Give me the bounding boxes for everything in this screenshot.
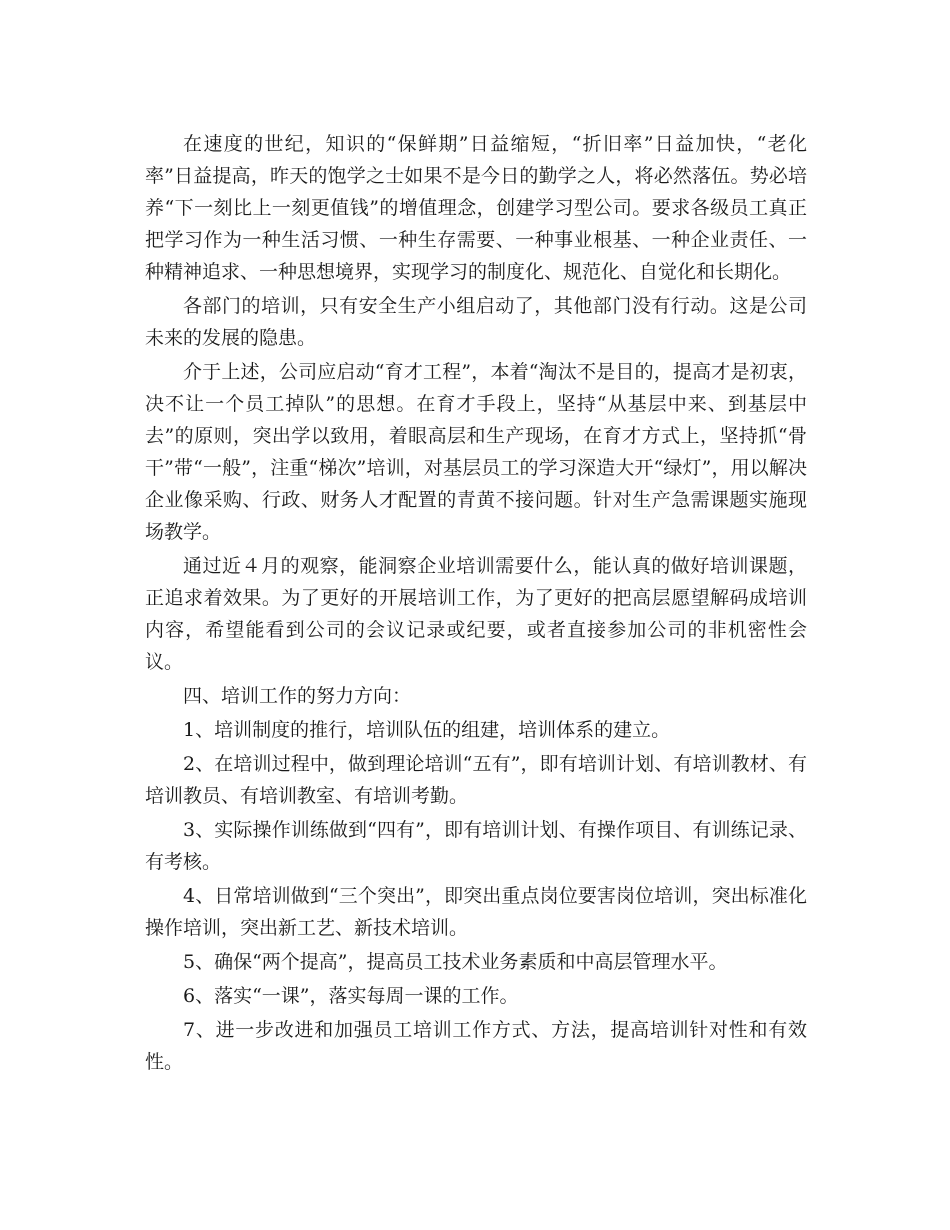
paragraph-talent-project: 介于上述，公司应启动“育才工程”，本着“淘汰不是目的，提高才是初衷，决不让一个员工掉队”的思想。在育才手段上，坚持“从基层中来、到基层中去”的原则，突出学以致用，着眼高层和生产现场，在育才方式上，坚持抓“骨干”带“一般”，注重“梯次”培训，对基层员工的学习深造大开“绿灯”，用以解决企业像采购、行政、财务人才配置的青黄不接问题。针对生产急需课题实施现场教学。: [145, 361, 807, 543]
section-heading-direction: 四、培训工作的努力方向：: [183, 685, 412, 707]
list-item-6: 6、落实“一课”，落实每周一课的工作。: [183, 985, 519, 1007]
document-body: [145, 128, 807, 1078]
paragraph-learning-concept: 在速度的世纪，知识的“保鲜期”日益缩短，“折旧率”日益加快，“老化率”日益提高，昨天的饱学之士如果不是今日的勤学之人，将必然落伍。势必培养“下一刻比上一刻更值钱”的增值理念，创建学习型公司。要求各级员工真正把学习作为一种生活习惯、一种生存需要、一种事业根基、一种企业责任、一种精神追求、一种思想境界，实现学习的制度化、规范化、自觉化和长期化。: [145, 133, 807, 283]
list-item-2: 2、在培训过程中，做到理论培训“五有”，即有培训计划、有培训教材、有培训教员、有培训教室、有培训考勤。: [145, 753, 807, 807]
list-item-7: 7、进一步改进和加强员工培训工作方式、方法，提高培训针对性和有效性。: [145, 1019, 807, 1073]
list-item-5: 5、确保“两个提高”，提高员工技术业务素质和中高层管理水平。: [183, 951, 728, 973]
list-item-3: 3、实际操作训练做到“四有”，即有培训计划、有操作项目、有训练记录、有考核。: [145, 819, 807, 873]
list-item-4: 4、日常培训做到“三个突出”，即突出重点岗位要害岗位培训，突出标准化操作培训，突出新工艺、新技术培训。: [145, 885, 807, 939]
paragraph-department-training: 各部门的培训，只有安全生产小组启动了，其他部门没有行动。这是公司未来的发展的隐患。: [145, 295, 807, 349]
list-item-1: 1、培训制度的推行，培训队伍的组建，培训体系的建立。: [183, 719, 671, 741]
paragraph-observation: 通过近４月的观察，能洞察企业培训需要什么，能认真的做好培训课题，正追求着效果。为了更好的开展培训工作，为了更好的把高层愿望解码成培训内容，希望能看到公司的会议记录或纪要，或者直接参加公司的非机密性会议。: [145, 555, 807, 673]
